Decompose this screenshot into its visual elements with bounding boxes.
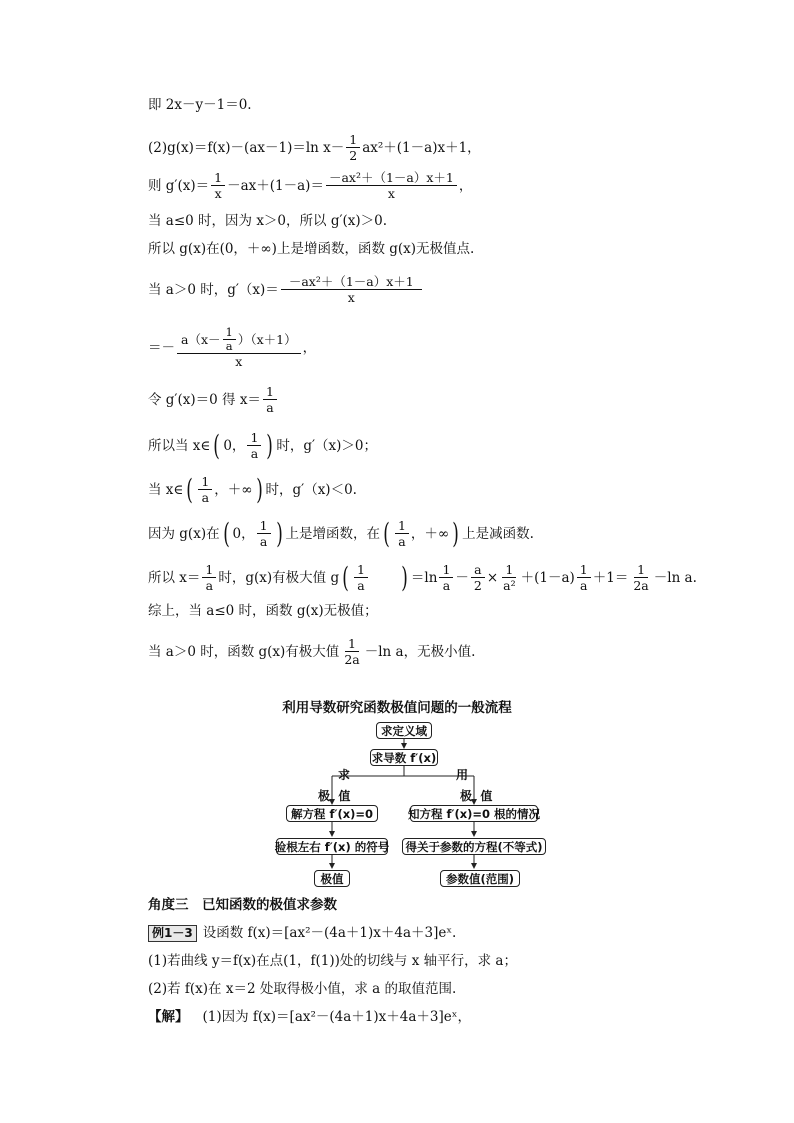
right-paren: ) xyxy=(255,472,263,506)
denominator: a xyxy=(398,534,406,549)
text: 综上，当 a≤0 时，函数 g(x)无极值； xyxy=(148,603,378,619)
denominator: 2 xyxy=(473,578,482,593)
solution-start xyxy=(148,1008,471,1026)
right-paren: ) xyxy=(275,516,283,550)
text: ，＋∞ xyxy=(410,525,450,542)
text: ＋(1－a) xyxy=(520,569,575,586)
text: 0， xyxy=(223,437,246,454)
flow-label-left-extremum: 极 值 xyxy=(318,789,351,803)
text: ， xyxy=(302,339,317,356)
flow-label-use: 用 xyxy=(456,768,469,782)
text: 当 x∈ xyxy=(148,481,184,498)
denominator: a xyxy=(225,339,233,353)
denominator: x xyxy=(235,354,243,369)
text: 因为 g(x)在 xyxy=(148,525,220,542)
text: 设函数 f(x)＝[ax²－(4a＋1)x＋4a＋3]eˣ. xyxy=(202,925,457,941)
text: 则 g′(x)＝ xyxy=(148,177,210,194)
text: － xyxy=(455,569,469,586)
numerator: 1 xyxy=(354,562,368,578)
denominator: a xyxy=(580,578,588,593)
text: 时，g′（x)＞0； xyxy=(276,437,378,454)
text: (1)因为 f(x)＝[ax²－(4a＋1)x＋4a＋3]eˣ， xyxy=(202,1009,471,1025)
flowchart-title: 利用导数研究函数极值问题的一般流程 xyxy=(282,700,512,716)
text: 当 a≤0 时，因为 x＞0，所以 g′(x)＞0. xyxy=(148,213,388,229)
numerator: 1 xyxy=(223,326,236,340)
text: (2)g(x)＝f(x)－(ax－1)＝ln x－ xyxy=(148,139,345,156)
text: 上是增函数，在 xyxy=(285,525,381,542)
denominator: a xyxy=(357,578,365,593)
text: 上是减函数. xyxy=(462,525,534,542)
numerator: 1 xyxy=(198,474,212,490)
right-paren: ) xyxy=(452,516,459,550)
text: 令 g′(x)＝0 得 x＝ xyxy=(148,391,261,408)
denominator: a xyxy=(250,446,259,461)
left-paren: ( xyxy=(186,472,194,506)
denominator: a xyxy=(205,578,214,593)
text: (2)若 f(x)在 x＝2 处取得极小值，求 a 的取值范围. xyxy=(148,981,457,997)
denominator: a xyxy=(201,490,210,505)
question-2 xyxy=(148,980,456,998)
denominator: a xyxy=(259,534,268,549)
text: × xyxy=(486,569,499,586)
denominator: a xyxy=(266,400,274,415)
example-line xyxy=(148,924,456,942)
text: 所以当 x∈ xyxy=(148,437,211,454)
numerator: 1 xyxy=(211,170,225,186)
text: ＋1＝ xyxy=(592,569,629,586)
numerator: 1 xyxy=(502,562,516,578)
flow-box-solve-equation: 解方程 f′(x)=0 xyxy=(286,805,378,822)
denominator: x xyxy=(347,290,355,305)
solution-tag: 【解】 xyxy=(148,1009,189,1025)
text: a（x－ xyxy=(181,332,221,347)
text: ）（x＋1） xyxy=(237,332,297,347)
flow-box-root-info: 知方程 f′(x)=0 根的情况 xyxy=(407,806,541,821)
text: 所以 g(x)在(0，＋∞)上是增函数，函数 g(x)无极值点. xyxy=(148,241,475,257)
denominator: a xyxy=(442,578,451,593)
numerator: 1 xyxy=(634,562,648,578)
denominator: a² xyxy=(503,578,516,593)
numerator: 1 xyxy=(263,384,277,400)
denominator: 2 xyxy=(349,148,358,163)
text: －ln a. xyxy=(653,569,697,586)
right-paren: ) xyxy=(401,560,408,594)
numerator: a xyxy=(471,562,484,578)
text: ＝－ xyxy=(148,339,175,356)
text: 时，g′（x)＜0. xyxy=(265,481,357,498)
numerator: 1 xyxy=(346,132,360,148)
numerator: －ax²＋（1－a）x＋1 xyxy=(326,170,457,186)
text: ，＋∞ xyxy=(214,481,253,498)
left-paren: ( xyxy=(342,560,349,594)
numerator: 1 xyxy=(257,518,271,534)
numerator: 1 xyxy=(202,562,216,578)
text: 即 2x－y－1＝0. xyxy=(148,97,252,113)
left-paren: ( xyxy=(383,516,390,550)
flow-box-domain: 求定义域 xyxy=(376,722,432,739)
text: ax²＋(1－a)x＋1， xyxy=(362,139,481,156)
numerator: 1 xyxy=(577,562,591,578)
question-1 xyxy=(148,952,517,970)
denominator: 2a xyxy=(344,652,360,667)
flow-box-check-sign: 验根左右 f′(x) 的符号 xyxy=(274,839,390,854)
section-heading: 角度三 已知函数的极值求参数 xyxy=(148,897,337,913)
text: 所以 x＝ xyxy=(148,569,201,586)
flow-box-param-value: 参数值(范围) xyxy=(440,870,520,887)
denominator: x xyxy=(214,186,222,201)
right-paren: ) xyxy=(266,428,274,462)
numerator: 1 xyxy=(395,518,409,534)
denominator: 2a xyxy=(633,578,649,593)
text: 当 a＞0 时，函数 g(x)有极大值 xyxy=(148,643,340,660)
text: (1)若曲线 y＝f(x)在点(1，f(1))处的切线与 x 轴平行，求 a； xyxy=(148,953,517,969)
text: ＝ln xyxy=(410,569,438,586)
text: －ax＋(1－a)＝ xyxy=(227,177,324,194)
text: 0， xyxy=(232,525,255,542)
flow-box-extremum: 极值 xyxy=(314,870,350,887)
text: ， xyxy=(458,177,473,194)
left-paren: ( xyxy=(213,428,221,462)
flow-label-seek: 求 xyxy=(338,768,351,782)
example-badge: 例1－3 xyxy=(148,925,197,942)
text: 时，g(x)有极大值 g xyxy=(218,569,340,586)
flow-label-right-extremum: 极 值 xyxy=(460,789,493,803)
text: －ln a，无极小值. xyxy=(364,643,476,660)
numerator: 1 xyxy=(247,430,261,446)
flow-box-param-equation: 得关于参数的方程(不等式) xyxy=(402,838,546,855)
numerator: －ax²＋（1－a）x＋1 xyxy=(281,274,422,290)
denominator: x xyxy=(387,186,395,201)
numerator: 1 xyxy=(439,562,453,578)
text: 当 a＞0 时，g′（x)＝ xyxy=(148,281,279,298)
left-paren: ( xyxy=(222,516,230,550)
flow-box-derivative: 求导数 f′(x) xyxy=(371,750,437,765)
numerator: 1 xyxy=(345,636,359,652)
